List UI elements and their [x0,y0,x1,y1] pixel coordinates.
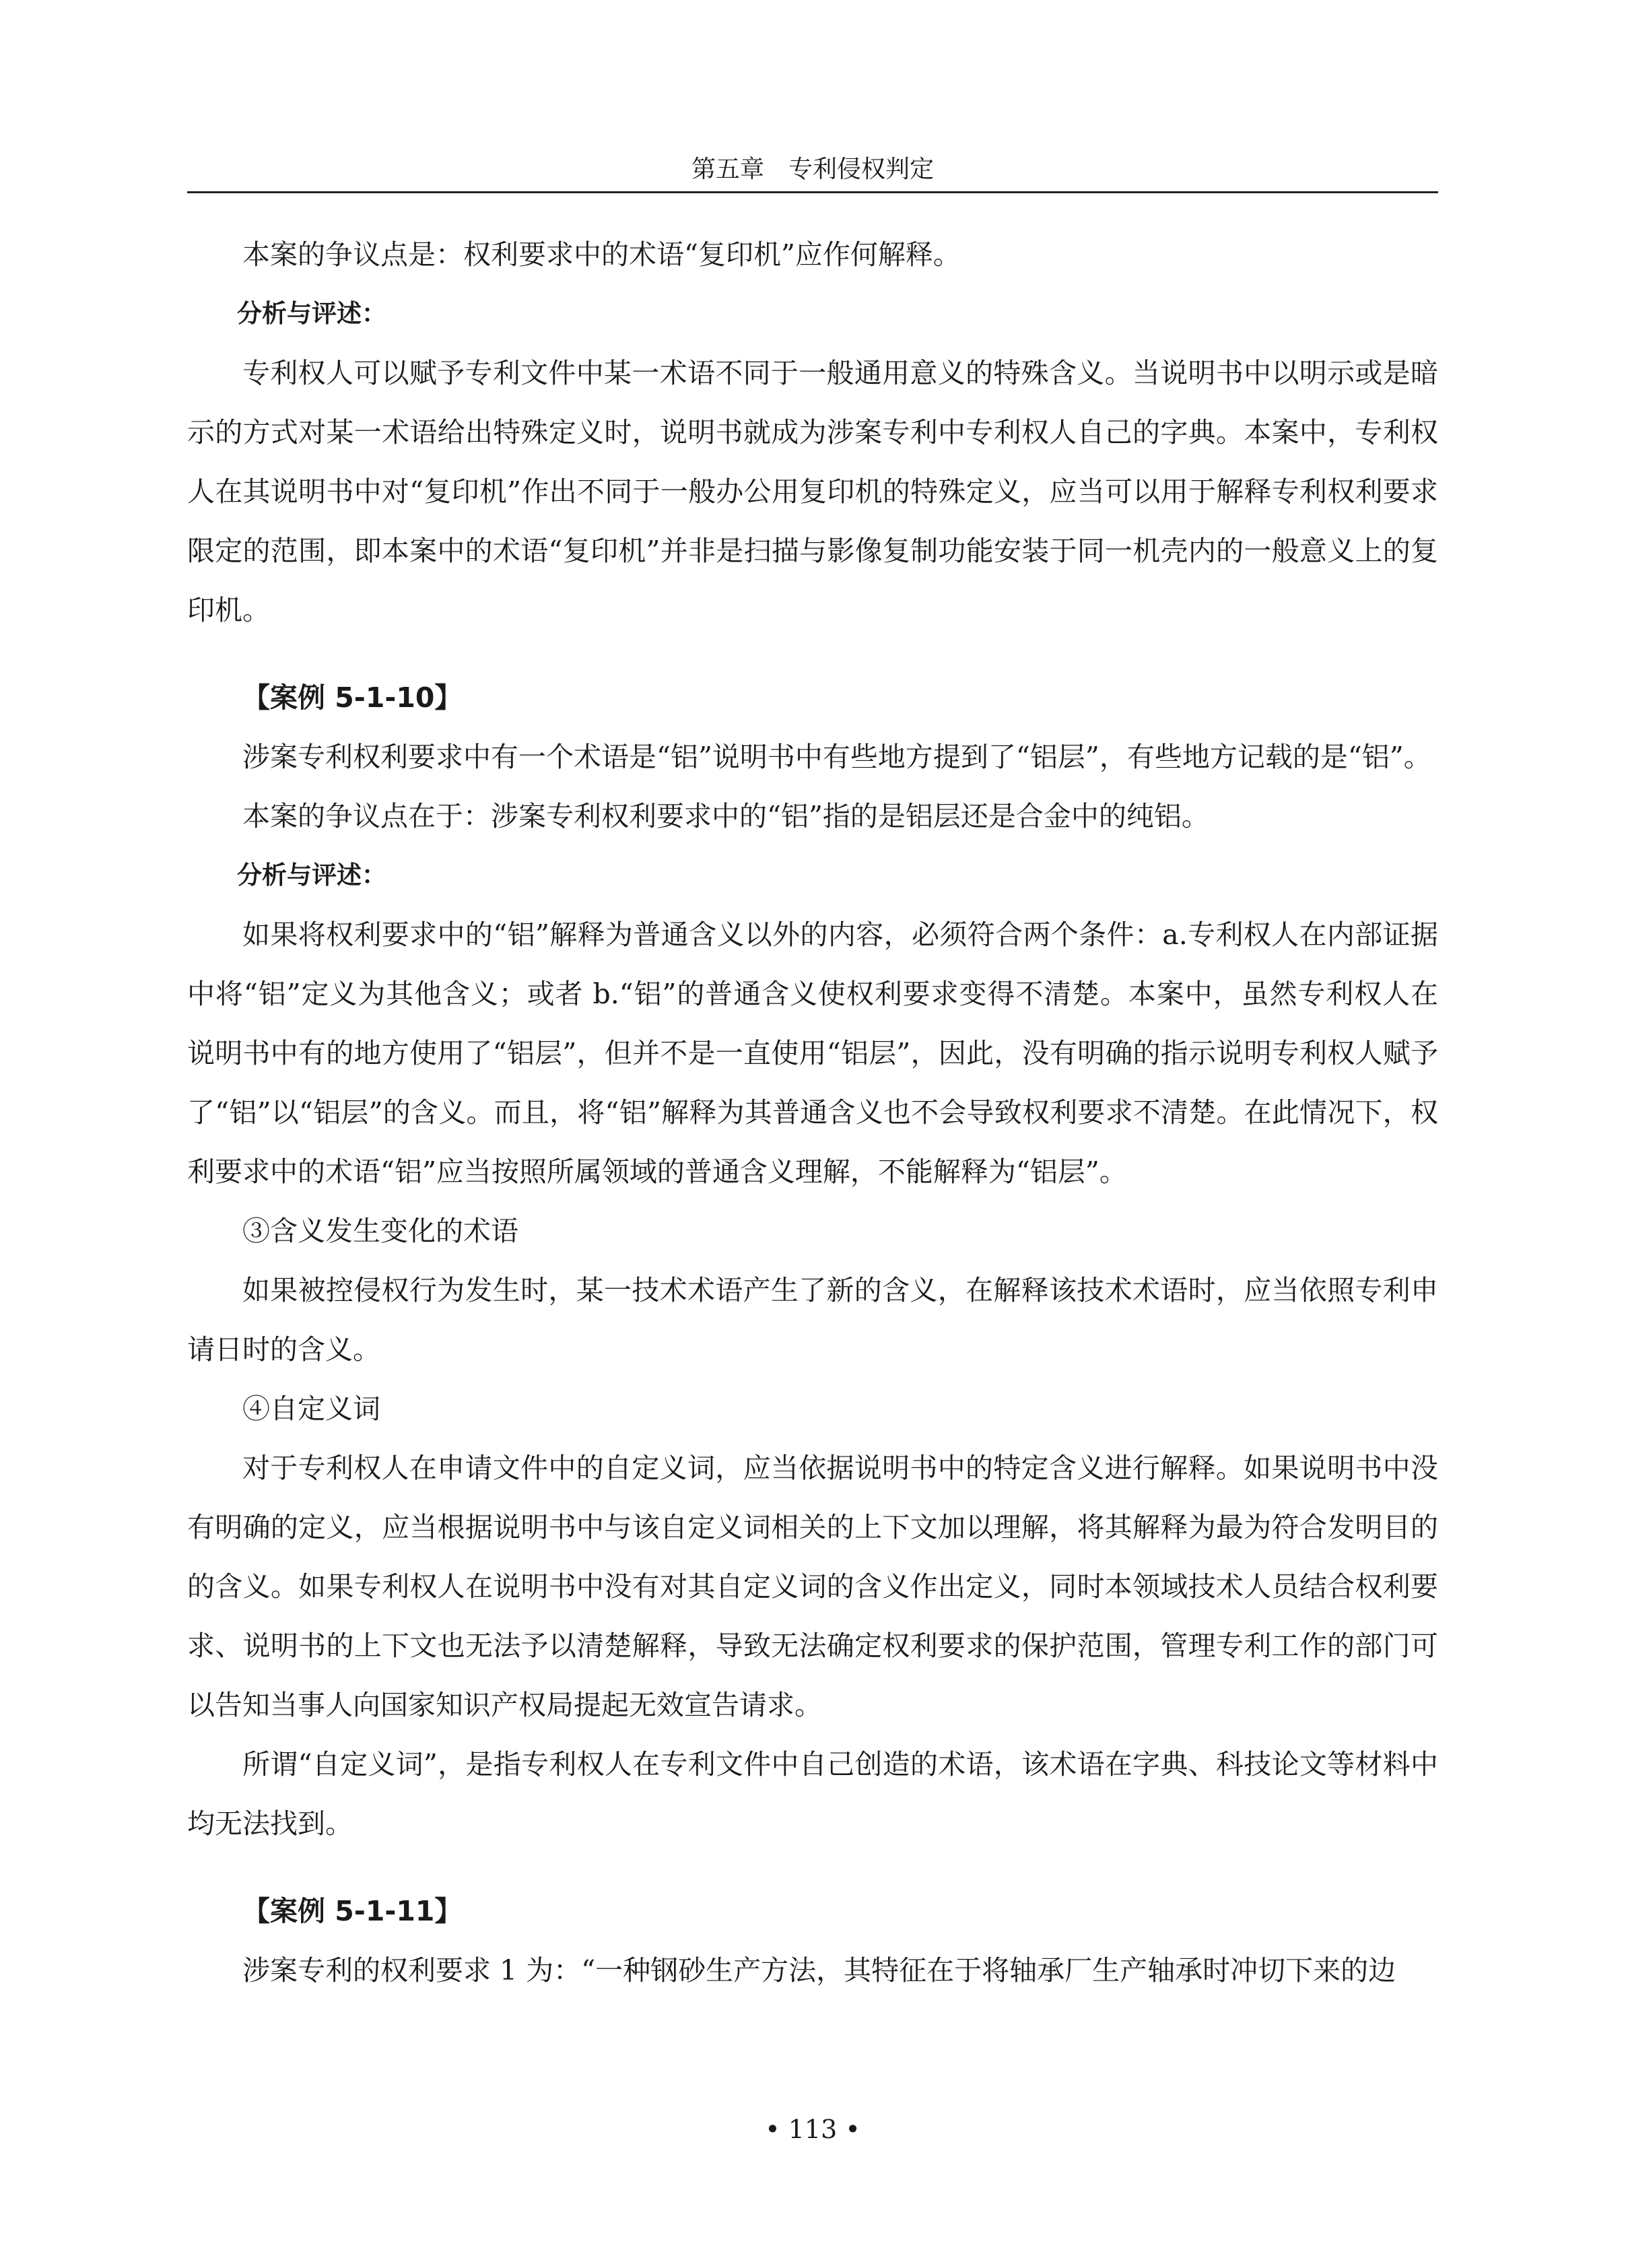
chapter-header: 第五章 专利侵权判定 [691,156,934,183]
spacer [187,640,1438,668]
subheading-self-defined-word: ④自定义词 [242,1393,380,1425]
paragraph-analysis-aluminum: 如果将权利要求中的“铝”解释为普通含义以外的内容，必须符合两个条件：a.专利权人在内部证据中将“铝”定义为其他含义；或者 b.“铝”的普通含义使权利要求变得不清楚。本案中，虽然专利权人在说明书中有的地方使用了“铝层”，但并不是一直使用“铝层”，因此，没有明确的指示说明专利权人赋予了“铝”以“铝层”的含义。而且，将“铝”解释为其普通含义也不会导致权利要求不清楚。在此情况下，权利要求中的术语“铝”应当按照所属领域的普通含义理解，不能解释为“铝层”。 [187,919,1438,1188]
paragraph-dispute-point-aluminum: 本案的争议点在于：涉案专利权利要求中的“铝”指的是铝层还是合金中的纯铝。 [242,800,1209,832]
paragraph-case-description: 涉案专利权利要求中有一个术语是“铝”说明书中有些地方提到了“铝层”，有些地方记载的是“铝”。 [242,741,1431,773]
paragraph-claim-1: 涉案专利的权利要求 1 为：“一种钢砂生产方法，其特征在于将轴承厂生产轴承时冲切下来的边 [242,1954,1396,1987]
subheading-changed-meaning: ③含义发生变化的术语 [242,1215,518,1247]
analysis-label: 分析与评述： [237,861,386,890]
case-heading-5-1-11: 【案例 5-1-11】 [242,1895,463,1927]
page-number: • 113 • [765,2114,860,2144]
page-body [187,225,1438,2000]
paragraph-changed-meaning: 如果被控侵权行为发生时，某一技术术语产生了新的含义，在解释该技术术语时，应当依照专利申请日时的含义。 [187,1274,1438,1366]
case-heading-5-1-10: 【案例 5-1-10】 [242,681,463,714]
paragraph-self-defined-word: 对于专利权人在申请文件中的自定义词，应当依据说明书中的特定含义进行解释。如果说明书中没有明确的定义，应当根据说明书中与该自定义词相关的上下文加以理解，将其解释为最为符合发明目的的含义。如果专利权人在说明书中没有对其自定义词的含义作出定义，同时本领域技术人员结合权利要求、说明书的上下文也无法予以清楚解释，导致无法确定权利要求的保护范围，管理专利工作的部门可以告知当事人向国家知识产权局提起无效宣告请求。 [187,1452,1438,1721]
header-rule [187,191,1438,193]
paragraph-self-defined-definition: 所谓“自定义词”，是指专利权人在专利文件中自己创造的术语，该术语在字典、科技论文等材料中均无法找到。 [187,1748,1438,1840]
analysis-label: 分析与评述： [237,299,386,328]
paragraph-dispute-point: 本案的争议点是：权利要求中的术语“复印机”应作何解释。 [242,238,961,271]
spacer [187,1853,1438,1881]
paragraph-analysis-copier: 专利权人可以赋予专利文件中某一术语不同于一般通用意义的特殊含义。当说明书中以明示或是暗示的方式对某一术语给出特殊定义时，说明书就成为涉案专利中专利权人自己的字典。本案中，专利权人在其说明书中对“复印机”作出不同于一般办公用复印机的特殊定义，应当可以用于解释专利权利要求限定的范围，即本案中的术语“复印机”并非是扫描与影像复制功能安装于同一机壳内的一般意义上的复印机。 [187,357,1438,626]
